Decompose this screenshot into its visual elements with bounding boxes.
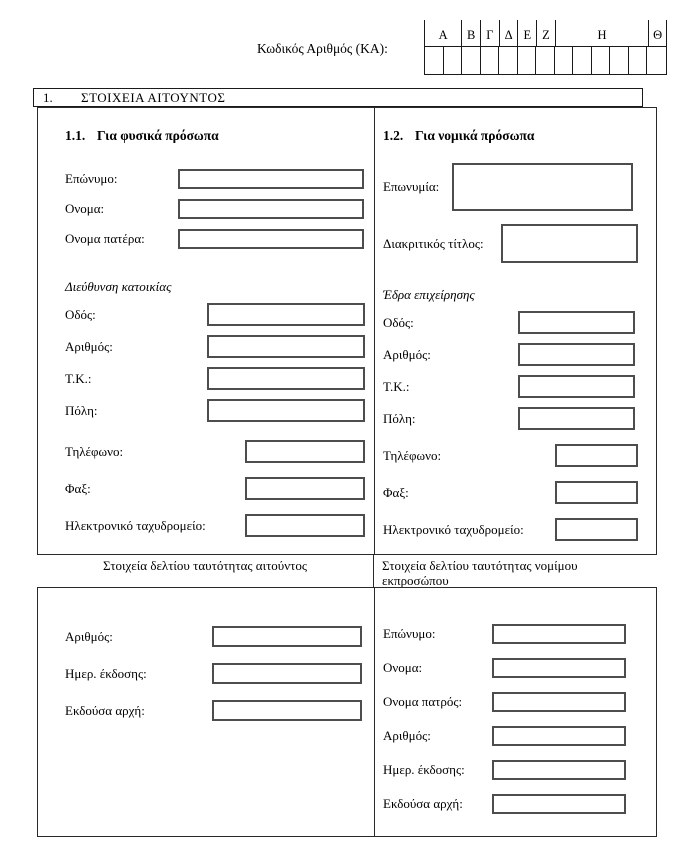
field-row <box>65 663 374 684</box>
section-number: 1. <box>43 89 53 105</box>
ka-header-letter: Α <box>424 20 461 46</box>
ka-header-letter: Θ <box>648 20 667 46</box>
father-name-input[interactable] <box>178 229 364 249</box>
field-row <box>65 440 374 463</box>
heading-number: 1.2. <box>383 128 404 143</box>
field-label: Εκδούσα αρχή: <box>65 702 145 718</box>
rep-id-issue-date-input[interactable] <box>492 760 626 780</box>
fax-input[interactable] <box>245 477 365 500</box>
field-label: Φαξ: <box>65 480 91 496</box>
field-row <box>65 229 374 249</box>
field-row <box>65 700 374 721</box>
field-row <box>383 624 656 644</box>
field-row <box>383 481 656 504</box>
field-label: Πόλη: <box>383 410 416 426</box>
field-label: Επώνυμο: <box>65 171 118 186</box>
field-row <box>65 199 374 219</box>
field-row <box>383 375 656 398</box>
ka-digit-row <box>424 46 667 75</box>
applicant-id-heading-cell <box>37 555 374 587</box>
field-row <box>383 658 656 678</box>
natural-persons-column <box>38 108 375 554</box>
field-row <box>65 169 374 189</box>
business-city-input[interactable] <box>518 407 635 430</box>
field-label: Αριθμός: <box>65 628 113 644</box>
id-number-input[interactable] <box>212 626 362 647</box>
id-issue-date-input[interactable] <box>212 663 362 684</box>
company-name-input[interactable] <box>452 163 633 211</box>
field-row <box>383 224 656 263</box>
ka-digit-cell[interactable] <box>629 47 648 74</box>
field-row <box>65 626 374 647</box>
representative-id-heading: Στοιχεία δελτίου ταυτότητας νομίμου εκπροσώπου <box>382 558 578 588</box>
field-row <box>383 311 656 334</box>
ka-digit-cell[interactable] <box>481 47 500 74</box>
field-row <box>383 760 656 780</box>
street-number-input[interactable] <box>207 335 365 358</box>
representative-id-column <box>375 588 656 836</box>
ka-header-letter: Δ <box>499 20 518 46</box>
field-label: Ονομα πατρός: <box>383 694 463 709</box>
field-label: Τηλέφωνο: <box>383 447 442 463</box>
field-label: Ονομα: <box>383 660 423 675</box>
field-row <box>383 407 656 430</box>
field-label: Επώνυμο: <box>383 626 436 641</box>
email-input[interactable] <box>245 514 365 537</box>
field-row <box>383 518 656 541</box>
field-label: Ημερ. έκδοσης: <box>65 665 147 681</box>
ka-digit-cell[interactable] <box>536 47 555 74</box>
applicant-id-heading: Στοιχεία δελτίου ταυτότητας αιτούντος <box>102 558 307 573</box>
legal-persons-column <box>375 108 656 554</box>
field-row <box>65 303 374 326</box>
ka-digit-cell[interactable] <box>555 47 574 74</box>
postal-code-input[interactable] <box>207 367 365 390</box>
business-email-input[interactable] <box>555 518 638 541</box>
field-row <box>383 343 656 366</box>
rep-id-issuing-authority-input[interactable] <box>492 794 626 814</box>
ka-code-label: Κωδικός Αριθμός (ΚΑ): <box>257 41 388 56</box>
field-label: Οδός: <box>383 314 414 330</box>
field-label: Διακριτικός τίτλος: <box>383 235 484 251</box>
heading-text: Για νομικά πρόσωπα <box>415 128 535 143</box>
ka-digit-cell[interactable] <box>592 47 611 74</box>
ka-header-row <box>424 20 667 46</box>
field-row <box>65 477 374 500</box>
business-fax-input[interactable] <box>555 481 638 504</box>
rep-surname-input[interactable] <box>492 624 626 644</box>
business-street-input[interactable] <box>518 311 635 334</box>
field-row <box>65 514 374 537</box>
section-title: ΣΤΟΙΧΕΙΑ ΑΙΤΟΥΝΤΟΣ <box>81 89 226 105</box>
id-issuing-authority-input[interactable] <box>212 700 362 721</box>
field-label: Ηλεκτρονικό ταχυδρομείο: <box>65 517 206 533</box>
phone-input[interactable] <box>245 440 365 463</box>
ka-code-table <box>424 20 667 75</box>
id-card-details-box <box>37 587 657 837</box>
section-1-header <box>33 88 643 107</box>
id-card-headings-band <box>37 555 657 587</box>
ka-digit-cell[interactable] <box>425 47 444 74</box>
business-phone-input[interactable] <box>555 444 638 467</box>
field-label: Αριθμός: <box>383 728 431 743</box>
field-label: Αριθμός: <box>383 346 431 362</box>
field-row <box>383 444 656 467</box>
applicant-id-column <box>38 588 375 836</box>
business-seat-heading: Έδρα επιχείρησης <box>383 287 475 302</box>
field-row <box>383 726 656 746</box>
trade-title-input[interactable] <box>501 224 638 263</box>
ka-header-letter: Ζ <box>536 20 555 46</box>
field-row <box>65 367 374 390</box>
ka-digit-cell[interactable] <box>518 47 537 74</box>
ka-header-letter: Γ <box>480 20 499 46</box>
business-postal-code-input[interactable] <box>518 375 635 398</box>
field-row <box>65 399 374 422</box>
rep-firstname-input[interactable] <box>492 658 626 678</box>
field-label: Ηλεκτρονικό ταχυδρομείο: <box>383 521 524 537</box>
legal-persons-heading <box>383 128 656 145</box>
ka-digit-cell[interactable] <box>444 47 463 74</box>
rep-id-number-input[interactable] <box>492 726 626 746</box>
field-label: Ονομα: <box>65 201 105 216</box>
field-label: Εκδούσα αρχή: <box>383 796 463 811</box>
business-street-number-input[interactable] <box>518 343 635 366</box>
field-label: Επωνυμία: <box>383 179 440 194</box>
field-label: Φαξ: <box>383 484 409 500</box>
ka-digit-cell[interactable] <box>499 47 518 74</box>
ka-header-letter: Β <box>461 20 480 46</box>
representative-id-heading-cell <box>374 555 657 587</box>
firstname-input[interactable] <box>178 199 364 219</box>
field-row <box>383 692 656 712</box>
field-row <box>383 163 656 211</box>
field-label: Ημερ. έκδοσης: <box>383 762 465 777</box>
street-input[interactable] <box>207 303 365 326</box>
heading-number: 1.1. <box>65 128 86 143</box>
ka-digit-cell[interactable] <box>610 47 629 74</box>
field-row <box>383 794 656 814</box>
field-label: Τ.Κ.: <box>383 378 410 394</box>
ka-digit-cell[interactable] <box>647 47 666 74</box>
city-input[interactable] <box>207 399 365 422</box>
field-label: Αριθμός: <box>65 338 113 354</box>
ka-digit-cell[interactable] <box>462 47 481 74</box>
surname-input[interactable] <box>178 169 364 189</box>
field-row <box>65 335 374 358</box>
applicant-details-box <box>37 107 657 555</box>
field-label: Τ.Κ.: <box>65 370 92 386</box>
ka-digit-cell[interactable] <box>573 47 592 74</box>
rep-father-name-input[interactable] <box>492 692 626 712</box>
ka-header-letter: Ε <box>517 20 536 46</box>
home-address-heading: Διεύθυνση κατοικίας <box>65 279 172 294</box>
field-label: Τηλέφωνο: <box>65 443 124 459</box>
field-label: Οδός: <box>65 306 96 322</box>
heading-text: Για φυσικά πρόσωπα <box>97 128 219 143</box>
field-label: Ονομα πατέρα: <box>65 231 145 246</box>
natural-persons-heading <box>65 128 374 145</box>
field-label: Πόλη: <box>65 402 98 418</box>
ka-header-letter: Η <box>555 20 648 46</box>
